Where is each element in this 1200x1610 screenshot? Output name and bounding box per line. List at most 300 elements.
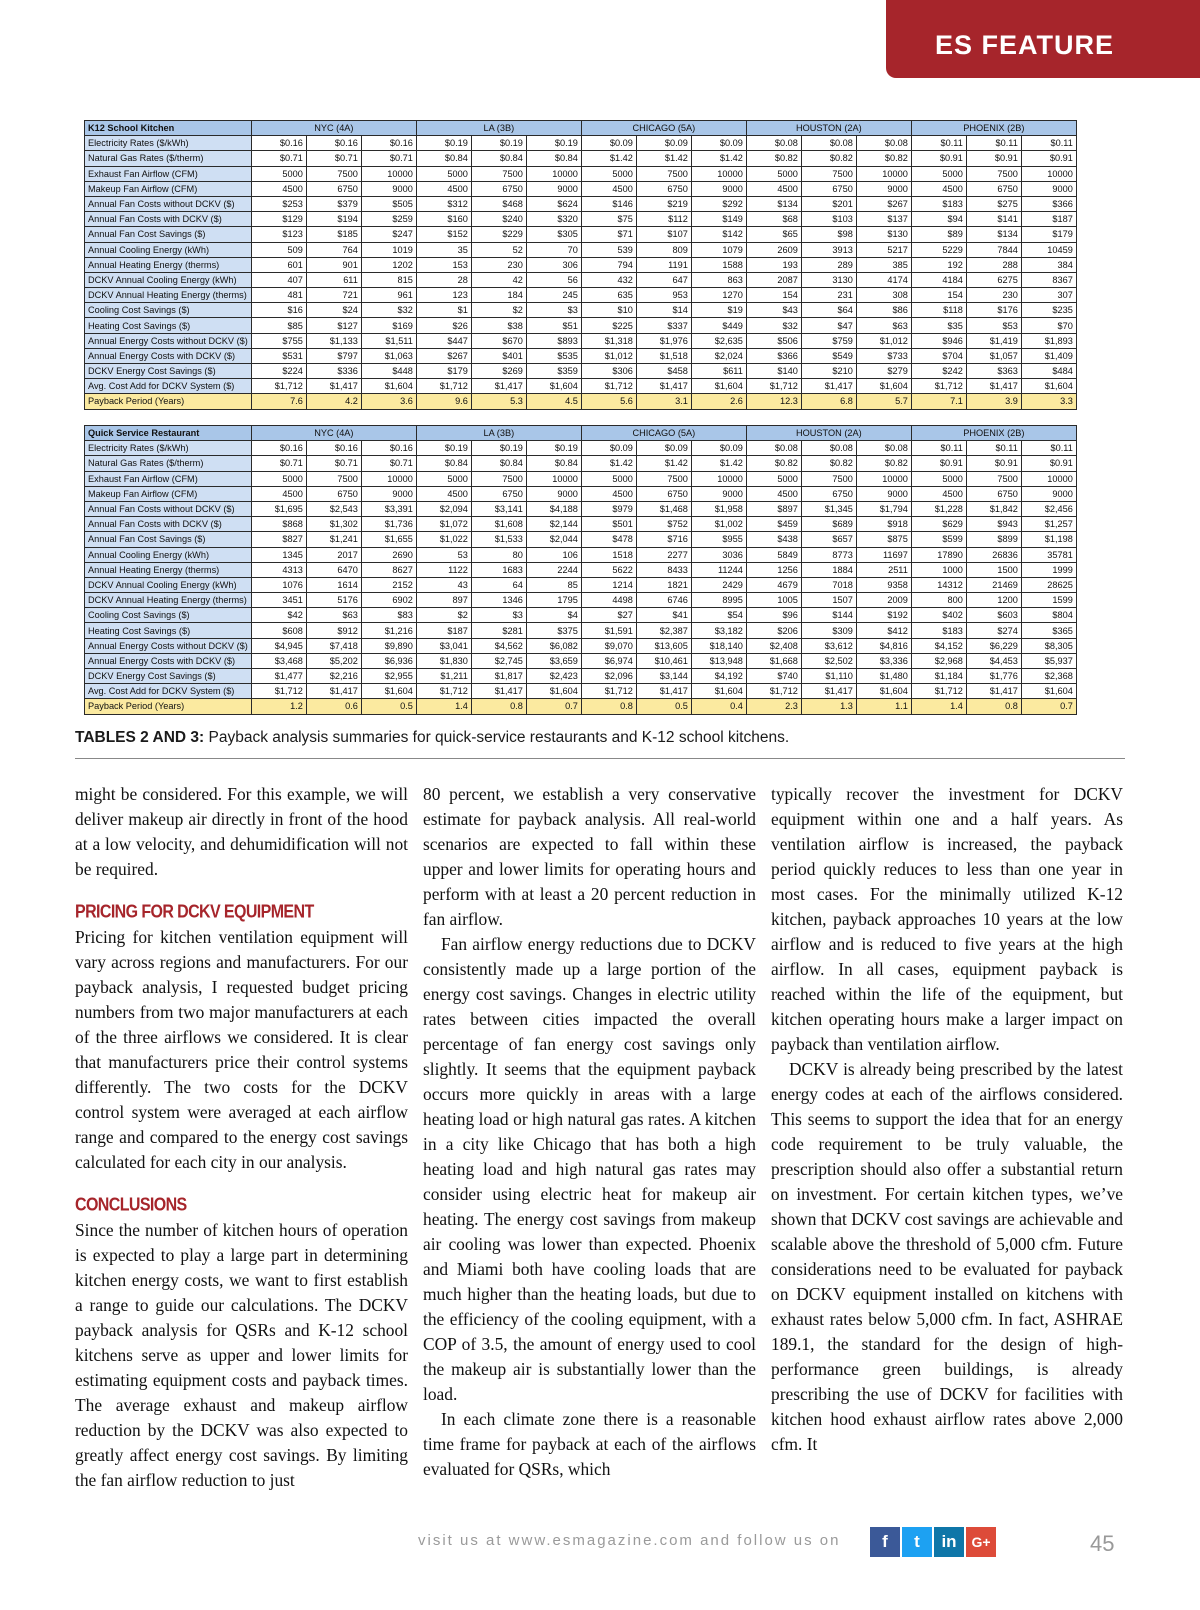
table-row xyxy=(85,151,1077,166)
table-cell: $0.19 xyxy=(416,441,471,456)
table-cell: $1.42 xyxy=(581,456,636,471)
table-cell: $365 xyxy=(1021,623,1076,638)
table-cell: 5.6 xyxy=(581,394,636,409)
table-cell: $1.42 xyxy=(636,456,691,471)
table-cell: $1,022 xyxy=(416,532,471,547)
table-cell: $0.16 xyxy=(251,136,306,151)
paragraph: 80 percent, we establish a very conservative estimate for payback analysis. All real-world scenarios are expected to fall within these upper and lower limits for operating hours and perform with at least a 20 percent reduction in fan airflow. xyxy=(423,784,756,929)
table-header-row xyxy=(85,121,1077,136)
table-cell: $337 xyxy=(636,318,691,333)
table-cell: 3451 xyxy=(251,593,306,608)
table-cell: $9,890 xyxy=(361,638,416,653)
table-cell: $6,082 xyxy=(526,638,581,653)
article-column-2 xyxy=(423,782,756,1482)
table-cell: $1,133 xyxy=(306,333,361,348)
table-cell: $219 xyxy=(636,196,691,211)
table-cell: 4500 xyxy=(911,486,966,501)
table-cell: $5,937 xyxy=(1021,653,1076,668)
city-header: LA (3B) xyxy=(416,426,581,441)
city-header: NYC (4A) xyxy=(251,426,416,441)
table-cell: $206 xyxy=(746,623,801,638)
table-cell: $127 xyxy=(306,318,361,333)
table-cell: $3,336 xyxy=(856,653,911,668)
table-cell: $0.11 xyxy=(911,441,966,456)
table-cell: $1,184 xyxy=(911,669,966,684)
table-cell: $169 xyxy=(361,318,416,333)
table-cell: $797 xyxy=(306,348,361,363)
table-cell: $1,511 xyxy=(361,333,416,348)
table-row xyxy=(85,379,1077,394)
table-cell: $275 xyxy=(966,196,1021,211)
table-row xyxy=(85,517,1077,532)
table-cell: $1,072 xyxy=(416,517,471,532)
table-row xyxy=(85,608,1077,623)
table-cell: $63 xyxy=(306,608,361,623)
table-cell: $1,712 xyxy=(416,684,471,699)
table-cell: 647 xyxy=(636,272,691,287)
table-cell: $129 xyxy=(251,212,306,227)
table-cell: $1,817 xyxy=(471,669,526,684)
table-row xyxy=(85,394,1077,409)
table-row xyxy=(85,227,1077,242)
table-cell: $1,604 xyxy=(1021,379,1076,394)
table-cell: 288 xyxy=(966,257,1021,272)
table-cell: $0.71 xyxy=(361,456,416,471)
table-cell: $0.82 xyxy=(856,151,911,166)
table-cell: $0.71 xyxy=(306,151,361,166)
table-cell: $13,948 xyxy=(691,653,746,668)
row-label: DCKV Annual Cooling Energy (kWh) xyxy=(85,272,252,287)
table-cell: 5622 xyxy=(581,562,636,577)
table-cell: 7500 xyxy=(966,471,1021,486)
divider xyxy=(75,758,1125,759)
table-cell: $0.19 xyxy=(526,441,581,456)
table-cell: $134 xyxy=(966,227,1021,242)
table-cell: 1079 xyxy=(691,242,746,257)
table-cell: 6275 xyxy=(966,272,1021,287)
table-cell: $42 xyxy=(251,608,306,623)
table-cell: $1,417 xyxy=(306,379,361,394)
row-label: Avg. Cost Add for DCKV System ($) xyxy=(85,379,252,394)
table-cell: 5000 xyxy=(416,166,471,181)
table-cell: $336 xyxy=(306,364,361,379)
table-cell: $1,257 xyxy=(1021,517,1076,532)
table-cell: 154 xyxy=(911,288,966,303)
table-cell: $1,842 xyxy=(966,501,1021,516)
table-cell: $0.08 xyxy=(801,136,856,151)
table-cell: $160 xyxy=(416,212,471,227)
table-cell: $306 xyxy=(581,364,636,379)
table-cell: $3,391 xyxy=(361,501,416,516)
table-cell: 53 xyxy=(416,547,471,562)
table-cell: 289 xyxy=(801,257,856,272)
table-cell: $1,477 xyxy=(251,669,306,684)
table-cell: $32 xyxy=(746,318,801,333)
table-cell: $1,417 xyxy=(801,684,856,699)
table-cell: $1,893 xyxy=(1021,333,1076,348)
caption-text: Payback analysis summaries for quick-service restaurants and K-12 school kitchens. xyxy=(204,729,790,746)
table-cell: $2,044 xyxy=(526,532,581,547)
table-cell: 0.7 xyxy=(526,699,581,714)
table-cell: $0.11 xyxy=(1021,136,1076,151)
table-cell: $0.82 xyxy=(801,151,856,166)
table-cell: $733 xyxy=(856,348,911,363)
table-cell: 9.6 xyxy=(416,394,471,409)
table-cell: $3,468 xyxy=(251,653,306,668)
table-cell: $3 xyxy=(471,608,526,623)
paragraph: Since the number of kitchen hours of operation is expected to play a large part in determining kitchen energy costs, we want to first establish a range to guide our calculations. The DCKV payback analysis for QSRs and K-12 school kitchens serve as upper and lower limits for estimating equipment costs and payback times. The average exhaust and makeup airflow reduction by the DCKV was also expected to greatly affect energy cost savings. By limiting the fan airflow reduction to just xyxy=(75,1220,408,1490)
row-label: Annual Fan Costs with DCKV ($) xyxy=(85,517,252,532)
table-cell: 6750 xyxy=(636,181,691,196)
table-cell: $0.09 xyxy=(581,441,636,456)
googleplus-icon[interactable]: G+ xyxy=(966,1527,996,1557)
row-label: Natural Gas Rates ($/therm) xyxy=(85,151,252,166)
table-cell: $2,387 xyxy=(636,623,691,638)
table-cell: $24 xyxy=(306,303,361,318)
table-row xyxy=(85,456,1077,471)
table-cell: 10000 xyxy=(361,471,416,486)
table-cell: $0.08 xyxy=(856,441,911,456)
table-cell: $0.19 xyxy=(416,136,471,151)
table-cell: 8433 xyxy=(636,562,691,577)
table-cell: 7500 xyxy=(636,471,691,486)
table-cell: $897 xyxy=(746,501,801,516)
row-label: Exhaust Fan Airflow (CFM) xyxy=(85,471,252,486)
table-cell: 1599 xyxy=(1021,593,1076,608)
table-cell: $0.82 xyxy=(746,151,801,166)
table-row xyxy=(85,136,1077,151)
table-cell: 3.1 xyxy=(636,394,691,409)
row-label: Annual Energy Costs without DCKV ($) xyxy=(85,638,252,653)
table-cell: 4498 xyxy=(581,593,636,608)
table-cell: 2690 xyxy=(361,547,416,562)
table-cell: $19 xyxy=(691,303,746,318)
row-label: Cooling Cost Savings ($) xyxy=(85,608,252,623)
table-cell: $1,345 xyxy=(801,501,856,516)
table-cell: 1614 xyxy=(306,577,361,592)
table-cell: 1200 xyxy=(966,593,1021,608)
table-cell: 9000 xyxy=(526,486,581,501)
table-cell: $0.16 xyxy=(306,136,361,151)
city-header: HOUSTON (2A) xyxy=(746,426,911,441)
paragraph: might be considered. For this example, we will deliver makeup air directly in front of the hood at a low velocity, and dehumidification will not be required. xyxy=(75,784,408,879)
table-cell: $26 xyxy=(416,318,471,333)
table-cell: 539 xyxy=(581,242,636,257)
table-cell: 2429 xyxy=(691,577,746,592)
table-cell: 7500 xyxy=(306,166,361,181)
table-cell: 611 xyxy=(306,272,361,287)
table-cell: $1,318 xyxy=(581,333,636,348)
table-cell: 6750 xyxy=(966,486,1021,501)
table-cell: $112 xyxy=(636,212,691,227)
table-cell: $1,712 xyxy=(581,379,636,394)
table-cell: $603 xyxy=(966,608,1021,623)
table-cell: 231 xyxy=(801,288,856,303)
table-cell: $1,958 xyxy=(691,501,746,516)
table-cell: $2,543 xyxy=(306,501,361,516)
table-cell: $458 xyxy=(636,364,691,379)
row-label: Electricity Rates ($/kWh) xyxy=(85,441,252,456)
row-label: Makeup Fan Airflow (CFM) xyxy=(85,181,252,196)
table-cell: $269 xyxy=(471,364,526,379)
table-cell: 192 xyxy=(911,257,966,272)
table-cell: 21469 xyxy=(966,577,1021,592)
table-cell: 1821 xyxy=(636,577,691,592)
table-cell: 2277 xyxy=(636,547,691,562)
table-cell: $43 xyxy=(746,303,801,318)
table-cell: $1,712 xyxy=(911,379,966,394)
table-cell: 10000 xyxy=(526,471,581,486)
table-cell: $1,604 xyxy=(361,379,416,394)
table-cell: $1,608 xyxy=(471,517,526,532)
table-cell: $146 xyxy=(581,196,636,211)
table-cell: 0.5 xyxy=(361,699,416,714)
table-cell: $6,974 xyxy=(581,653,636,668)
table-cell: $505 xyxy=(361,196,416,211)
table-cell: $3 xyxy=(526,303,581,318)
table-cell: 9000 xyxy=(361,181,416,196)
table-cell: $1,604 xyxy=(691,379,746,394)
table-cell: 4.5 xyxy=(526,394,581,409)
table-cell: $274 xyxy=(966,623,1021,638)
row-label: Annual Cooling Energy (kWh) xyxy=(85,547,252,562)
table-cell: 2244 xyxy=(526,562,581,577)
table-cell: $53 xyxy=(966,318,1021,333)
table-cell: $47 xyxy=(801,318,856,333)
table-cell: $740 xyxy=(746,669,801,684)
table-cell: $1,736 xyxy=(361,517,416,532)
table-cell: $1,057 xyxy=(966,348,1021,363)
table-cell: $1,695 xyxy=(251,501,306,516)
table-cell: 1795 xyxy=(526,593,581,608)
table-cell: $65 xyxy=(746,227,801,242)
table-cell: $3,659 xyxy=(526,653,581,668)
city-header: LA (3B) xyxy=(416,121,581,136)
table-cell: 230 xyxy=(966,288,1021,303)
table-cell: $1,012 xyxy=(581,348,636,363)
table-title: Quick Service Restaurant xyxy=(85,426,252,441)
table-cell: $1,211 xyxy=(416,669,471,684)
table-cell: $2,096 xyxy=(581,669,636,684)
table-cell: $1,712 xyxy=(251,379,306,394)
table-cell: $10,461 xyxy=(636,653,691,668)
table-cell: $0.71 xyxy=(251,456,306,471)
table-cell: 2017 xyxy=(306,547,361,562)
table-row xyxy=(85,486,1077,501)
table-cell: $375 xyxy=(526,623,581,638)
table-cell: 1588 xyxy=(691,257,746,272)
table-cell: $192 xyxy=(856,608,911,623)
table-cell: 1346 xyxy=(471,593,526,608)
table-cell: 1500 xyxy=(966,562,1021,577)
table-cell: 106 xyxy=(526,547,581,562)
table-cell: $94 xyxy=(911,212,966,227)
facebook-icon[interactable]: f xyxy=(870,1527,900,1557)
table-cell: 10000 xyxy=(1021,166,1076,181)
table-row xyxy=(85,318,1077,333)
table-cell: $1,712 xyxy=(251,684,306,699)
table-cell: 4500 xyxy=(251,181,306,196)
table-cell: 4500 xyxy=(581,181,636,196)
article-column-1 xyxy=(75,782,408,1493)
table-cell: $1,604 xyxy=(691,684,746,699)
table-cell: $402 xyxy=(911,608,966,623)
table-cell: 5000 xyxy=(746,471,801,486)
table-cell: $506 xyxy=(746,333,801,348)
table-cell: 8627 xyxy=(361,562,416,577)
table-cell: 4500 xyxy=(911,181,966,196)
table-cell: $1,604 xyxy=(856,684,911,699)
table-cell: 0.8 xyxy=(471,699,526,714)
table-cell: $64 xyxy=(801,303,856,318)
table-cell: $0.09 xyxy=(691,441,746,456)
table-cell: $1,417 xyxy=(306,684,361,699)
table-cell: $1,302 xyxy=(306,517,361,532)
table-cell: $1,419 xyxy=(966,333,1021,348)
row-label: Annual Fan Costs with DCKV ($) xyxy=(85,212,252,227)
table-row xyxy=(85,471,1077,486)
table-cell: $531 xyxy=(251,348,306,363)
row-label: DCKV Annual Heating Energy (therms) xyxy=(85,593,252,608)
table-cell: 6750 xyxy=(471,181,526,196)
table-cell: 5000 xyxy=(581,471,636,486)
table-cell: 5217 xyxy=(856,242,911,257)
table-cell: 6750 xyxy=(966,181,1021,196)
table-row xyxy=(85,547,1077,562)
table-cell: $875 xyxy=(856,532,911,547)
table-cell: $359 xyxy=(526,364,581,379)
table-cell: $1,468 xyxy=(636,501,691,516)
twitter-icon[interactable]: t xyxy=(902,1527,932,1557)
table-cell: 11697 xyxy=(856,547,911,562)
table-row xyxy=(85,212,1077,227)
table-cell: 897 xyxy=(416,593,471,608)
table-cell: 6902 xyxy=(361,593,416,608)
table-cell: 2152 xyxy=(361,577,416,592)
table-cell: $1,976 xyxy=(636,333,691,348)
table-cell: 1507 xyxy=(801,593,856,608)
paragraph: In each climate zone there is a reasonable time frame for payback at each of the airflows evaluated for QSRs, which xyxy=(423,1409,756,1479)
table-cell: $899 xyxy=(966,532,1021,547)
table-cell: 4500 xyxy=(581,486,636,501)
table-cell: $134 xyxy=(746,196,801,211)
table-cell: $0.82 xyxy=(801,456,856,471)
table-cell: $51 xyxy=(526,318,581,333)
table-cell: $0.11 xyxy=(966,441,1021,456)
table-cell: $27 xyxy=(581,608,636,623)
table-cell: 7.1 xyxy=(911,394,966,409)
banner-title: ES FEATURE xyxy=(934,30,1114,60)
row-label: Heating Cost Savings ($) xyxy=(85,623,252,638)
table-cell: $35 xyxy=(911,318,966,333)
table-row xyxy=(85,303,1077,318)
table-cell: $41 xyxy=(636,608,691,623)
table-cell: $1,591 xyxy=(581,623,636,638)
table-cell: 5.7 xyxy=(856,394,911,409)
table-cell: 5176 xyxy=(306,593,361,608)
table-cell: 4174 xyxy=(856,272,911,287)
table-cell: $1,417 xyxy=(801,379,856,394)
table-cell: $0.84 xyxy=(471,456,526,471)
table-cell: 635 xyxy=(581,288,636,303)
table-cell: 10000 xyxy=(856,166,911,181)
table-cell: 10000 xyxy=(526,166,581,181)
table-cell: $0.91 xyxy=(911,151,966,166)
table-cell: $123 xyxy=(251,227,306,242)
table-cell: $379 xyxy=(306,196,361,211)
table-cell: $2,423 xyxy=(526,669,581,684)
table-cell: $281 xyxy=(471,623,526,638)
table-cell: 2511 xyxy=(856,562,911,577)
table-cell: 4500 xyxy=(746,486,801,501)
table-cell: $0.09 xyxy=(581,136,636,151)
table-cell: 0.6 xyxy=(306,699,361,714)
section-heading: PRICING FOR DCKV EQUIPMENT xyxy=(75,902,314,923)
table-cell: $1,518 xyxy=(636,348,691,363)
table-cell: $447 xyxy=(416,333,471,348)
row-label: Heating Cost Savings ($) xyxy=(85,318,252,333)
table-row xyxy=(85,623,1077,638)
table-cell: 17890 xyxy=(911,547,966,562)
table-cell: 7500 xyxy=(801,471,856,486)
table-cell: 5000 xyxy=(416,471,471,486)
table-cell: $2,635 xyxy=(691,333,746,348)
table-cell: $2,955 xyxy=(361,669,416,684)
table-cell: $1.42 xyxy=(691,456,746,471)
row-label: Cooling Cost Savings ($) xyxy=(85,303,252,318)
table-cell: 0.5 xyxy=(636,699,691,714)
table-cell: $32 xyxy=(361,303,416,318)
table-cell: $0.82 xyxy=(746,456,801,471)
table-cell: $1,417 xyxy=(636,684,691,699)
table-cell: $107 xyxy=(636,227,691,242)
table-cell: 11244 xyxy=(691,562,746,577)
linkedin-icon[interactable]: in xyxy=(934,1527,964,1557)
table-cell: $1,417 xyxy=(636,379,691,394)
table-cell: $3,144 xyxy=(636,669,691,684)
table-cell: $0.19 xyxy=(526,136,581,151)
table-row xyxy=(85,196,1077,211)
table-cell: $459 xyxy=(746,517,801,532)
table-cell: $1 xyxy=(416,303,471,318)
row-label: DCKV Annual Heating Energy (therms) xyxy=(85,288,252,303)
table-cell: $16 xyxy=(251,303,306,318)
table-cell: $0.11 xyxy=(1021,441,1076,456)
table-cell: $247 xyxy=(361,227,416,242)
table-cell: 407 xyxy=(251,272,306,287)
qsr-table xyxy=(84,425,1077,715)
table-cell: $1,668 xyxy=(746,653,801,668)
row-label: Electricity Rates ($/kWh) xyxy=(85,136,252,151)
table-cell: 4184 xyxy=(911,272,966,287)
table-cell: $4,816 xyxy=(856,638,911,653)
table-cell: 0.7 xyxy=(1021,699,1076,714)
table-cell: $0.71 xyxy=(361,151,416,166)
table-cell: 64 xyxy=(471,577,526,592)
table-cell: $0.09 xyxy=(636,136,691,151)
table-cell: $0.11 xyxy=(911,136,966,151)
table-cell: 3.3 xyxy=(1021,394,1076,409)
table-cell: 5000 xyxy=(251,471,306,486)
table-cell: 306 xyxy=(526,257,581,272)
table-row xyxy=(85,653,1077,668)
table-cell: $2,745 xyxy=(471,653,526,668)
table-cell: $1,198 xyxy=(1021,532,1076,547)
table-cell: $4,188 xyxy=(526,501,581,516)
table-cell: 1122 xyxy=(416,562,471,577)
table-cell: 3036 xyxy=(691,547,746,562)
table-cell: 1.4 xyxy=(416,699,471,714)
